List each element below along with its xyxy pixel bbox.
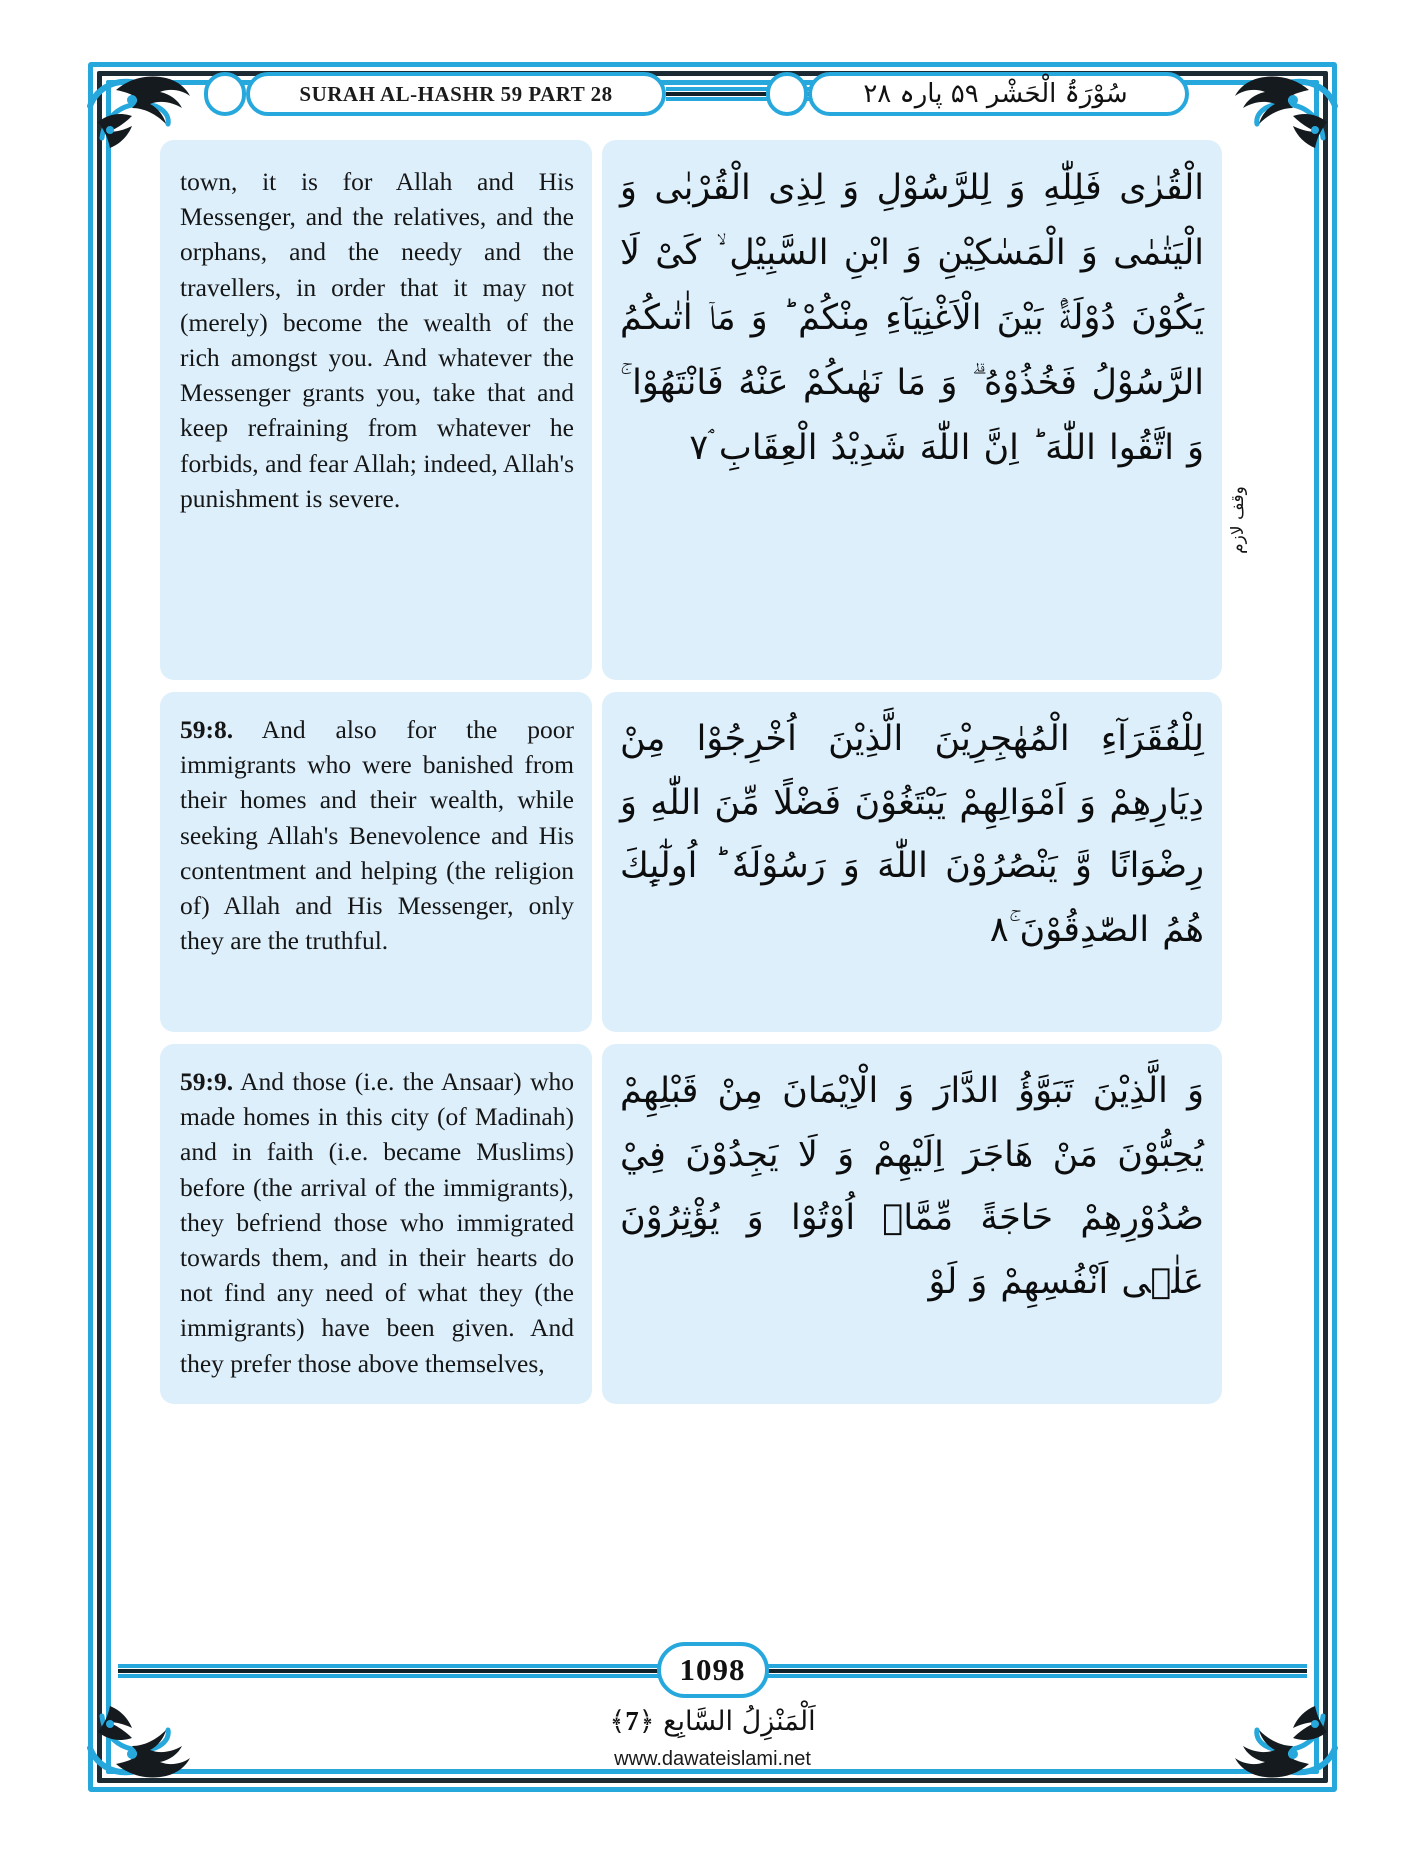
header-cap-left xyxy=(204,72,246,116)
verse-translation-body: And those (i.e. the Ansaar) who made homes in this city (of Madinah) and in faith (i.e. became Muslims) before (the arrival of the immigrants), they befriend those who immigrated towards them, and in their hearts do not find any need of what they (the immigrants) have been given. And they prefer those above themselves, xyxy=(180,1067,574,1378)
verse-number-label: 59:8. xyxy=(180,715,234,744)
verse-number-label: 59:9. xyxy=(180,1067,234,1096)
manzil-label xyxy=(118,1706,1307,1737)
verse-arabic-panel xyxy=(602,692,1222,1032)
header-title-english: SURAH AL-HASHR 59 PART 28 xyxy=(299,81,613,106)
header-title-urdu: سُوْرَۃُ الْحَشْر ۵۹ پارہ ۲۸ xyxy=(863,79,1128,109)
verse-list xyxy=(160,140,1222,1430)
margin-note-waqf: وقف لازم xyxy=(1228,486,1248,554)
page-header xyxy=(118,72,1307,126)
verse-translation-panel xyxy=(160,140,592,680)
manzil-number: 7 xyxy=(625,1706,639,1736)
page-footer xyxy=(118,1618,1307,1788)
page-number-badge xyxy=(657,1642,769,1698)
manzil-text: اَلْمَنْزِلُ السَّابِع ﴿ xyxy=(638,1706,816,1737)
verse-row xyxy=(160,140,1222,680)
verse-arabic-text: وَ الَّذِيْنَ تَبَوَّؤُ الدَّارَ وَ الْاِيْمَانَ مِنْ قَبْلِهِمْ يُحِبُّوْنَ مَنْ هَاجَرَ اِلَيْهِمْ وَ لَا يَجِدُوْنَ فِيْ صُدُوْرِهِمْ حَاجَةً مِّمَّاۤ اُوْتُوْا وَ يُؤْثِرُوْنَ عَلٰۤى اَنْفُسِهِمْ وَ لَوْ xyxy=(620,1071,1204,1303)
verse-arabic-panel xyxy=(602,1044,1222,1404)
verse-translation-text xyxy=(180,712,574,958)
header-surah-pill xyxy=(246,72,666,116)
verse-translation-panel xyxy=(160,692,592,1032)
manzil-text-close: ﴾ xyxy=(609,1706,626,1737)
verse-arabic-panel xyxy=(602,140,1222,680)
header-cap-right xyxy=(766,72,808,116)
page-number: 1098 xyxy=(679,1652,746,1687)
verse-translation-body: And also for the poor immigrants who were banished from their homes and their wealth, while seeking Allah's Benevolence and His contentment and helping (the religion of) Allah and His Messenger, only they are the truthful. xyxy=(180,715,575,956)
verse-arabic-text: الْقُرٰى فَلِلّٰهِ وَ لِلرَّسُوْلِ وَ لِذِى الْقُرْبٰى وَ الْيَتٰمٰى وَ الْمَسٰكِيْنِ وَ ابْنِ السَّبِيْلِ ۙ كَیْ لَا يَكُوْنَ دُوْلَةًۢ بَيْنَ الْاَغْنِيَآءِ مِنْكُمْ ؕ وَ مَاۤ اٰتٰىكُمُ الرَّسُوْلُ فَخُذُوْهُ ۗ وَ مَا نَهٰىكُمْ عَنْهُ فَانْتَهُوْا ۚ وَ اتَّقُوا اللّٰهَ ؕ اِنَّ اللّٰهَ شَدِيْدُ الْعِقَابِ ۘ۷ xyxy=(620,168,1204,469)
header-surah-pill-urdu xyxy=(808,72,1189,116)
website-url: www.dawateislami.net xyxy=(614,1748,811,1770)
verse-translation-text: town, it is for Allah and His Messenger, and the relatives, and the orphans, and the needy and the travellers, in order that it may not (merely) become the wealth of the rich amongst you. And whatever the Messenger grants you, take that and keep refraining from whatever he forbids, and fear Allah; indeed, Allah's punishment is severe. xyxy=(180,167,574,513)
verse-row xyxy=(160,692,1222,1032)
verse-translation-panel xyxy=(160,1044,592,1404)
verse-row xyxy=(160,1044,1222,1404)
verse-translation-text xyxy=(180,1064,574,1381)
verse-arabic-text: لِلْفُقَرَآءِ الْمُهٰجِرِيْنَ الَّذِيْنَ اُخْرِجُوْا مِنْ دِيَارِهِمْ وَ اَمْوَالِهِمْ يَبْتَغُوْنَ فَضْلًا مِّنَ اللّٰهِ وَ رِضْوَانًا وَّ يَنْصُرُوْنَ اللّٰهَ وَ رَسُوْلَهٗ ؕ اُولٰٓىِٕكَ هُمُ الصّٰدِقُوْنَ ۚ۸ xyxy=(620,719,1204,951)
